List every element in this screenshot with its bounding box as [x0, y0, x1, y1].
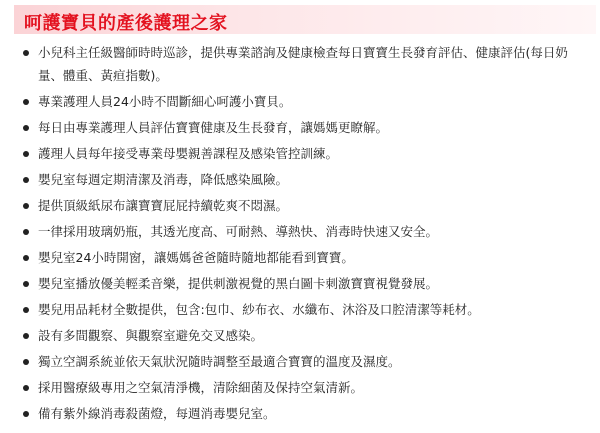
list-item — [0, 350, 600, 373]
list-item — [0, 376, 600, 399]
list-item — [0, 246, 600, 269]
list-item — [0, 402, 600, 425]
list-item-text: 嬰兒室每週定期清潔及消毒，降低感染風險。 — [38, 172, 289, 187]
list-item — [0, 116, 600, 139]
features-list — [0, 41, 600, 428]
list-item — [0, 90, 600, 113]
list-item — [0, 324, 600, 347]
bullet-icon — [23, 203, 29, 209]
list-item — [0, 220, 600, 243]
page-title: 呵護寶貝的產後護理之家 — [24, 13, 228, 34]
bullet-icon — [23, 307, 29, 313]
list-item-text: 每日由專業護理人員評估寶寶健康及生長發育，讓媽媽更瞭解。 — [38, 120, 389, 135]
list-item-text: 獨立空調系統並依天氣狀況隨時調整至最適合寶寶的溫度及濕度。 — [38, 354, 401, 369]
list-item-text: 備有紫外線消毒殺菌燈，每週消毒嬰兒室。 — [38, 406, 276, 421]
bullet-icon — [23, 333, 29, 339]
bullet-icon — [23, 385, 29, 391]
list-item — [0, 298, 600, 321]
list-item — [0, 194, 600, 217]
bullet-icon — [23, 229, 29, 235]
list-item — [0, 142, 600, 165]
list-item-text: 提供頂級紙尿布讓寶寶屁屁持續乾爽不悶濕。 — [38, 198, 289, 213]
bullet-icon — [23, 411, 29, 417]
list-item — [0, 272, 600, 295]
list-item-text: 小兒科主任級醫師時時巡診，提供專業諮詢及健康檢查每日寶寶生長發育評估、健康評估(每日奶量、體重、黃疸指數)。 — [38, 45, 568, 83]
bullet-icon — [23, 50, 29, 56]
list-item-text: 採用醫療級專用之空氣清淨機，清除細菌及保持空氣清新。 — [38, 380, 364, 395]
title-banner — [14, 5, 596, 34]
bullet-icon — [23, 281, 29, 287]
bullet-icon — [23, 177, 29, 183]
list-item-text: 專業護理人員24小時不間斷細心呵護小寶貝。 — [38, 94, 292, 109]
bullet-icon — [23, 359, 29, 365]
bullet-icon — [23, 151, 29, 157]
list-item-text: 嬰兒室播放優美輕柔音樂，提供刺激視覺的黑白圖卡刺激寶寶視覺發展。 — [38, 276, 439, 291]
list-item-text: 設有多間觀察、與觀察室避免交叉感染。 — [38, 328, 264, 343]
list-item — [0, 41, 600, 87]
bullet-icon — [23, 125, 29, 131]
list-item — [0, 168, 600, 191]
list-item-text: 嬰兒用品耗材全數提供，包含:包巾、紗布衣、水纖布、沐浴及口腔清潔等耗材。 — [38, 302, 480, 317]
list-item-text: 護理人員每年接受專業母嬰親善課程及感染管控訓練。 — [38, 146, 339, 161]
list-item-text: 一律採用玻璃奶瓶，其透光度高、可耐熱、導熱快、消毒時快速又安全。 — [38, 224, 439, 239]
bullet-icon — [23, 99, 29, 105]
list-item-text: 嬰兒室24小時開窗，讓媽媽爸爸隨時隨地都能看到寶寶。 — [38, 250, 354, 265]
bullet-icon — [23, 255, 29, 261]
